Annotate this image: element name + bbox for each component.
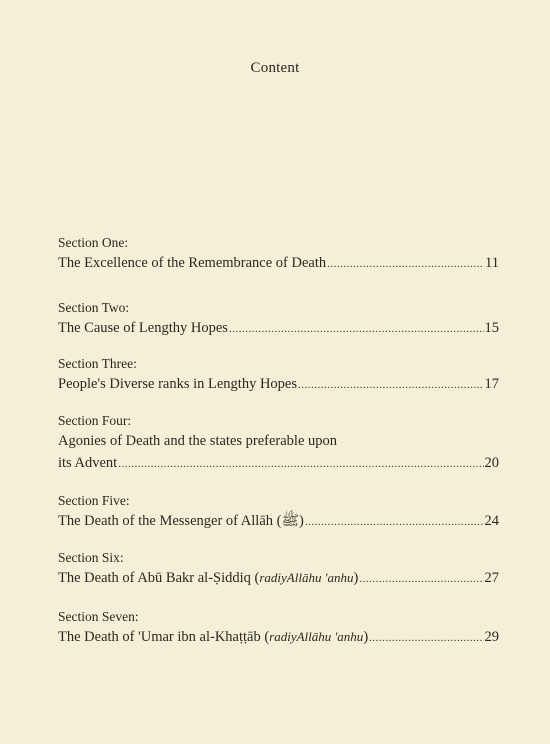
section-title: The Death of the Messenger of Allāh (ﷺ)	[58, 513, 304, 529]
toc-line	[58, 626, 499, 648]
section-title: The Excellence of the Remembrance of Death	[58, 255, 327, 271]
toc-line	[58, 510, 499, 532]
dot-leader	[118, 453, 483, 475]
section-label: Section Five:	[58, 493, 130, 508]
section-label: Section Four:	[58, 413, 132, 428]
page-number: 15	[484, 320, 499, 336]
section-title: People's Diverse ranks in Lengthy Hopes	[58, 376, 297, 392]
page-number: 24	[484, 513, 499, 529]
toc-line	[58, 317, 499, 339]
section-title	[58, 626, 368, 648]
toc-entry-section-six	[58, 548, 499, 589]
toc-entry-section-seven	[58, 607, 499, 648]
toc-line	[58, 452, 499, 474]
toc-entry-section-three	[58, 354, 499, 395]
toc-line	[58, 373, 499, 395]
page-title: Content	[250, 60, 300, 76]
toc-line	[58, 252, 499, 274]
page-number: 17	[484, 376, 499, 392]
toc-entry-section-five	[58, 491, 499, 532]
toc-entry-section-two	[58, 298, 499, 339]
dot-leader	[369, 627, 483, 649]
section-title	[58, 567, 358, 589]
section-title: its Advent	[58, 455, 118, 471]
section-label: Section Six:	[58, 550, 124, 565]
section-title: The Cause of Lengthy Hopes	[58, 320, 228, 336]
toc-line	[58, 567, 499, 589]
toc-entry-section-four	[58, 411, 499, 474]
toc-entry-section-one	[58, 233, 499, 274]
section-label: Section One:	[58, 235, 129, 250]
section-label: Section Three:	[58, 356, 137, 371]
dot-leader	[229, 318, 484, 340]
page-number: 11	[485, 255, 499, 271]
section-title-close: )	[363, 629, 369, 645]
dot-leader	[305, 511, 484, 533]
section-label: Section Seven:	[58, 609, 139, 624]
page-number: 27	[484, 570, 499, 586]
section-title-line-one: Agonies of Death and the states preferable upon	[58, 433, 338, 449]
section-label: Section Two:	[58, 300, 130, 315]
section-title-text: The Death of 'Umar ibn al-Khaṭṭāb (	[58, 629, 270, 645]
section-title-text: The Death of Abū Bakr al-Ṣiddiq (	[58, 570, 260, 586]
honorific: radiyAllāhu 'anhu	[259, 570, 354, 585]
dot-leader	[327, 253, 484, 275]
page-number: 29	[484, 629, 499, 645]
honorific: radiyAllāhu 'anhu	[269, 629, 364, 644]
dot-leader	[359, 568, 483, 590]
dot-leader	[298, 374, 484, 396]
section-title-close: )	[353, 570, 359, 586]
page-number: 20	[484, 455, 499, 471]
